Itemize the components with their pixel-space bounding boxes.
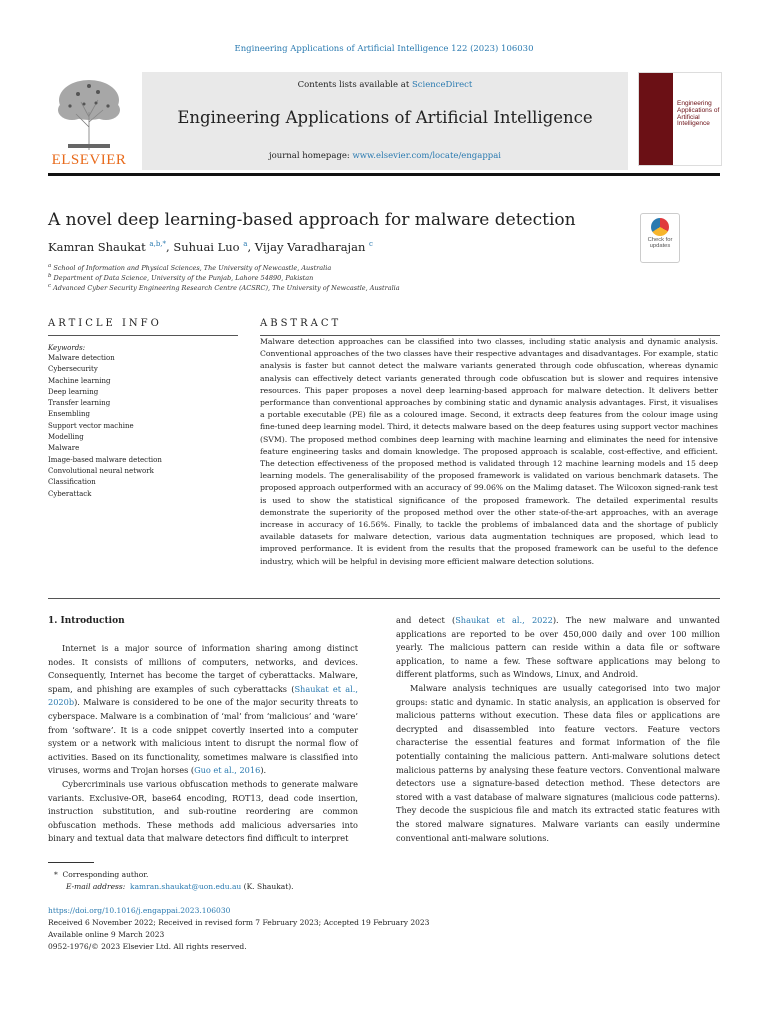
keyword-item: Convolutional neural network xyxy=(48,466,154,475)
affiliation-mark: c xyxy=(48,283,52,289)
author-affiliation-marks[interactable]: c xyxy=(369,240,373,249)
intro-paragraph: Malware analysis techniques are usually categorised into two major groups: static and dynamic. In static analysis, an application is observed for malicious patterns without execution. These data files or applications are decrypted and disassembled into feature vectors. Feature vectors characterise the essential features and format information of the file potentially containing the malicious pattern. Anti-malware solutions detect malicious patterns by analysing these feature vectors. Conventional malware detectors use a signature-based detection method. These detectors are stored with a vast database of malware signatures (malicious code patterns). They decode the suspicious file and match its extracted static features with the stored malware signatures. Malware variants can easily undermine conventional anti-malware solutions. xyxy=(396,682,720,843)
footnote-text: Corresponding author. xyxy=(62,870,149,879)
author-affiliation-marks[interactable]: a xyxy=(243,240,248,249)
publisher-wordmark: ELSEVIER xyxy=(51,152,127,168)
header-rule xyxy=(48,173,720,176)
affiliation xyxy=(48,273,313,282)
cover-strip xyxy=(639,73,673,165)
author-separator: , xyxy=(166,240,174,254)
abstract-paragraph: Malware detection approaches can be classified into two classes, including static analysis and dynamic analysis. Conventional approaches of the two classes have their respective advantages and disadvantages. For example, static analysis is faster but cannot detect the malware variants generated through code obfuscation, whereas dynamic analysis can effectively detect variants generated through code obfuscation but is slower and requires intensive resources. This paper proposes a novel deep learning-based approach for malware detection. It delivers better performance than conventional approaches by combining static and dynamic analysis advantages. First, it visualises a portable executable (PE) file as a coloured image. Second, it extracts deep features from the colour image using fine-tuned deep learning model. Third, it detects malware based on the deep features using support vector machines (SVM). The proposed method combines deep learning with machine learning and eliminates the need for intensive feature engineering tasks and domain knowledge. The proposed approach is scalable, cost-effective, and efficient. The detection effectiveness of the proposed method is validated through 12 machine learning models and 15 deep learning models. The generalisability of the proposed framework is validated on various benchmark datasets. The proposed approach outperformed with an accuracy of 99.06% on the Malimg dataset. The Wilcoxon signed-rank test is used to show the statistical significance of the proposed framework. The detailed experimental results demonstrate the superiority of the proposed method over the other state-of-the-art approaches, with an average increase in accuracy of 16.56%. Finally, to tackle the problems of imbalanced data and the shortage of publicly available datasets for malware detection, various data augmentation techniques are proposed, which lead to improved performance. It is evident from the results that the proposed framework can be useful to the defence industry, which will be helpful in devising more efficient malware detection solutions. xyxy=(260,337,718,566)
crossmark-line2: updates xyxy=(649,243,671,250)
crossmark-line1: Check for xyxy=(647,237,673,243)
author-name: Suhuai Luo xyxy=(173,240,240,254)
affiliation-text: Advanced Cyber Security Engineering Research Centre (ACSRC), The University of Newcastle, Australia xyxy=(53,284,400,293)
keyword-item: Support vector machine xyxy=(48,421,134,430)
text-run: Internet is a major source of information sharing among distinct nodes. It consists of millions of computers, networks, and devices. Consequently, Internet has become the target of cyberattacks. Malware, spam, and phishing are examples of such cyberattacks ( xyxy=(48,643,358,694)
footnote-rule xyxy=(48,862,94,863)
author-name: Vijay Varadharajan xyxy=(254,240,366,254)
author-name: Kamran Shaukat xyxy=(48,240,146,254)
author-separator: , xyxy=(247,240,255,254)
journal-cover-thumbnail[interactable] xyxy=(638,72,722,166)
footnote-corresponding xyxy=(54,870,148,879)
contents-prefix: Contents lists available at xyxy=(297,80,412,90)
email-link[interactable]: kamran.shaukat@uon.edu.au xyxy=(130,882,242,891)
keyword-item: Malware detection xyxy=(48,354,115,362)
keyword-item: Cybersecurity xyxy=(48,365,98,374)
check-for-updates-badge[interactable] xyxy=(640,213,680,263)
article-history xyxy=(48,905,429,953)
affiliation-mark: a xyxy=(48,263,52,269)
author-affiliation-marks[interactable]: a,b,* xyxy=(149,240,167,249)
footnote-email xyxy=(66,882,294,891)
crossmark-icon xyxy=(651,218,669,236)
keyword-item: Cyberattack xyxy=(48,489,92,498)
article-title: A novel deep learning-based approach for malware detection xyxy=(48,210,576,230)
footnote-star: * xyxy=(54,870,63,879)
affiliation xyxy=(48,283,400,292)
keyword-item: Image-based malware detection xyxy=(48,455,162,464)
keyword-item: Machine learning xyxy=(48,376,111,385)
journal-reference[interactable]: Engineering Applications of Artificial Intelligence 122 (2023) 106030 xyxy=(234,44,534,54)
article-info-heading: ARTICLE INFO xyxy=(48,318,162,329)
text-run: ). The new malware and unwanted applications are reported to be over 450,000 daily and over 100 million yearly. The malicious pattern can reside within a data file or software application, to name a few. These software applications may belong to different platforms, such as Windows, Linux, and Android. xyxy=(396,615,720,680)
keyword-item: Ensembling xyxy=(48,410,90,419)
intro-paragraph xyxy=(396,614,720,682)
keyword-item: Malware xyxy=(48,444,80,453)
online-date: Available online 9 March 2023 xyxy=(48,930,165,939)
article-info-rule xyxy=(48,335,238,336)
email-label: E-mail address: xyxy=(66,882,126,891)
text-run: ). Malware is considered to be one of the major security threats to cyberspace. Malware is a combination of ‘mal’ from ‘malicious’ and ‘ware’ from ‘software’. It is a code snippet covertly inserted into a computer system or a network with malicious intent to disrupt the normal flow of activities. Based on its functionality, sometimes malware is classified into viruses, worms and Trojan horses ( xyxy=(48,697,358,776)
affiliation-text: Department of Data Science, University of the Punjab, Lahore 54890, Pakistan xyxy=(53,274,314,283)
citation-link[interactable]: Shaukat et al., 2022 xyxy=(455,615,553,625)
abstract-bottom-rule xyxy=(48,598,720,599)
journal-homepage-link[interactable]: www.elsevier.com/locate/engappai xyxy=(352,151,501,161)
journal-banner xyxy=(142,72,628,170)
keyword-item: Deep learning xyxy=(48,387,99,396)
journal-title: Engineering Applications of Artificial Intelligence xyxy=(177,108,593,127)
left-column xyxy=(48,642,358,846)
keywords-label: Keywords: xyxy=(48,344,86,352)
keyword-item: Modelling xyxy=(48,433,84,442)
journal-header xyxy=(48,72,720,170)
contents-line xyxy=(142,80,628,90)
sciencedirect-link[interactable]: ScienceDirect xyxy=(411,80,473,90)
email-suffix: (K. Shaukat). xyxy=(243,882,294,891)
text-run: and detect ( xyxy=(396,615,456,625)
affiliation-text: School of Information and Physical Sciences, The University of Newcastle, Australia xyxy=(53,264,332,273)
abstract-heading: ABSTRACT xyxy=(260,318,342,329)
author-list xyxy=(48,240,373,254)
elsevier-tree-logo xyxy=(48,72,130,170)
doi-link[interactable]: https://doi.org/10.1016/j.engappai.2023.106030 xyxy=(48,906,231,915)
copyright: 0952-1976/© 2023 Elsevier Ltd. All rights reserved. xyxy=(48,942,247,951)
affiliation-mark: b xyxy=(48,273,52,279)
homepage-line xyxy=(142,151,628,161)
right-column xyxy=(396,614,720,845)
keyword-list xyxy=(48,353,162,500)
abstract-body xyxy=(260,336,718,568)
text-run: ). xyxy=(260,765,267,776)
intro-paragraph xyxy=(48,642,358,778)
keyword-item: Transfer learning xyxy=(48,399,111,408)
affiliation xyxy=(48,263,331,272)
citation-link[interactable]: Guo et al., 2016 xyxy=(194,765,261,776)
keyword-item: Classification xyxy=(48,478,96,487)
section-heading-introduction: 1. Introduction xyxy=(48,616,125,626)
cover-title: Engineering Applications of Artificial Intelligence xyxy=(677,100,720,128)
citation-link[interactable]: Shaukat et al., 2020b xyxy=(48,683,359,708)
received-dates: Received 6 November 2022; Received in revised form 7 February 2023; Accepted 19 February 2023 xyxy=(48,918,430,927)
homepage-prefix: journal homepage: xyxy=(269,151,353,161)
intro-paragraph: Cybercriminals use various obfuscation methods to generate malware variants. Exclusive-OR, base64 encoding, ROT13, dead code insertion, instruction substitution, and sub-routine reordering are common obfuscation methods. These methods add malicious adversaries into binary and textual data that malware detectors find difficult to interpret xyxy=(48,778,358,844)
